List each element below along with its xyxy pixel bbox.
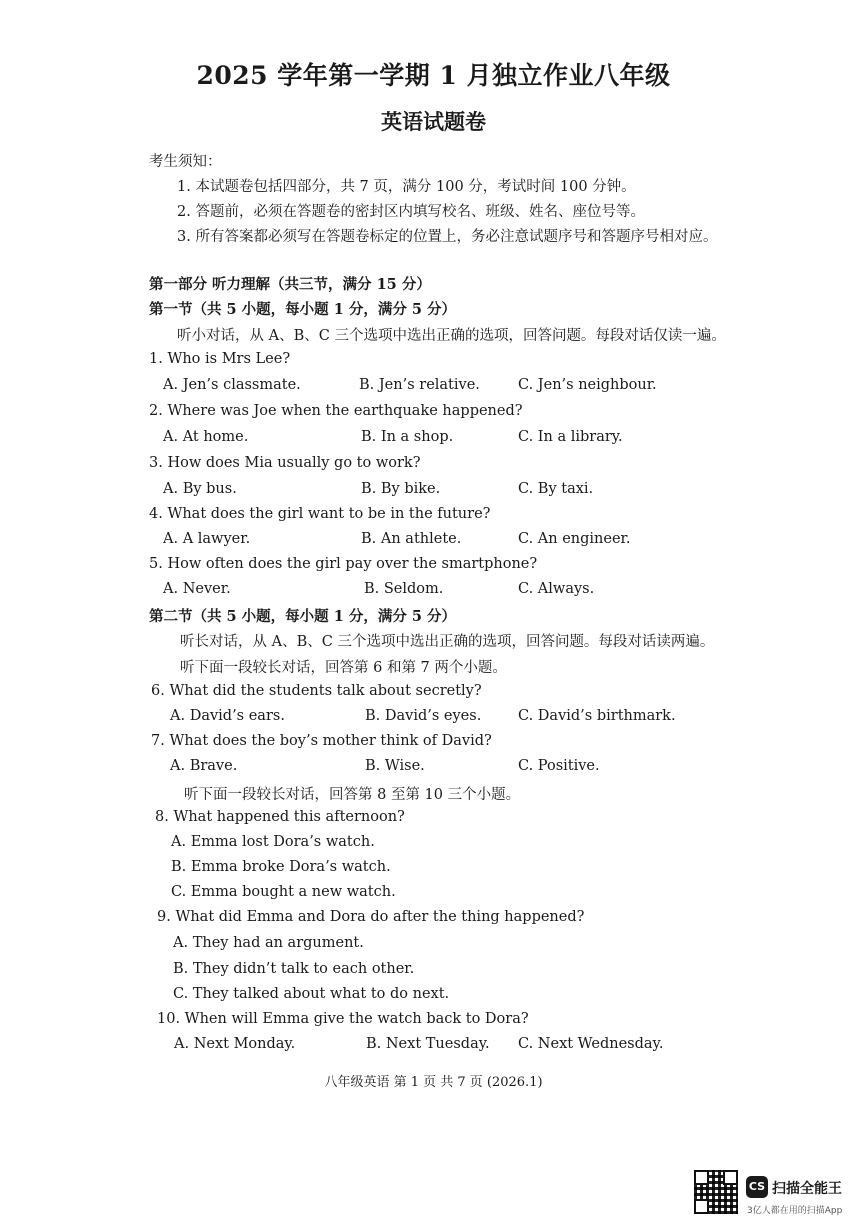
question-8: 8. What happened this afternoon? — [155, 809, 405, 825]
option-7c: C. Positive. — [518, 758, 600, 774]
option-2a: A. At home. — [163, 429, 249, 445]
question-1: 1. Who is Mrs Lee? — [149, 351, 291, 367]
option-4a: A. A lawyer. — [163, 531, 251, 547]
question-4: 4. What does the girl want to be in the future? — [149, 506, 491, 522]
section2-instruction: 听长对话，从 A、B、C 三个选项中选出正确的选项，回答问题。每段对话读两遍。 — [180, 634, 715, 650]
question-10: 10. When will Emma give the watch back to Dora? — [157, 1011, 529, 1027]
option-8c: C. Emma bought a new watch. — [171, 884, 396, 900]
option-10a: A. Next Monday. — [174, 1036, 296, 1052]
notice-item-2: 2. 答题前，必须在答题卷的密封区内填写校名、班级、姓名、座位号等。 — [177, 204, 645, 220]
option-3a: A. By bus. — [163, 481, 237, 497]
option-9c: C. They talked about what to do next. — [173, 986, 450, 1002]
question-9: 9. What did Emma and Dora do after the thing happened? — [157, 909, 585, 925]
option-3b: B. By bike. — [361, 481, 441, 497]
section2-intro-1: 听下面一段较长对话，回答第 6 和第 7 两个小题。 — [180, 660, 507, 676]
option-6a: A. David’s ears. — [170, 708, 285, 724]
option-1a: A. Jen’s classmate. — [163, 377, 301, 393]
option-1b: B. Jen’s relative. — [359, 377, 480, 393]
option-3c: C. By taxi. — [518, 481, 594, 497]
section1-heading: 第一节（共 5 小题，每小题 1 分，满分 5 分） — [149, 301, 457, 318]
section2-intro-2: 听下面一段较长对话，回答第 8 至第 10 三个小题。 — [184, 787, 521, 803]
part1-heading: 第一部分 听力理解（共三节，满分 15 分） — [149, 276, 431, 293]
option-8a: A. Emma lost Dora’s watch. — [171, 834, 375, 850]
question-5: 5. How often does the girl pay over the smartphone? — [149, 556, 538, 572]
section1-instruction: 听小对话，从 A、B、C 三个选项中选出正确的选项，回答问题。每段对话仅读一遍。 — [177, 328, 726, 344]
notice-item-1: 1. 本试题卷包括四部分，共 7 页，满分 100 分，考试时间 100 分钟。 — [177, 179, 636, 195]
option-7a: A. Brave. — [170, 758, 238, 774]
option-5a: A. Never. — [163, 581, 231, 597]
page-title: 2025 学年第一学期 1 月独立作业八年级 — [196, 61, 671, 90]
notice-heading: 考生须知： — [149, 154, 222, 170]
qr-code-icon — [694, 1170, 738, 1214]
option-2c: C. In a library. — [518, 429, 623, 445]
question-2: 2. Where was Joe when the earthquake happened? — [149, 403, 523, 419]
option-7b: B. Wise. — [365, 758, 425, 774]
option-10c: C. Next Wednesday. — [518, 1036, 664, 1052]
question-6: 6. What did the students talk about secretly? — [151, 683, 482, 699]
option-9b: B. They didn’t talk to each other. — [173, 961, 415, 977]
notice-item-3: 3. 所有答案都必须写在答题卷标定的位置上，务必注意试题序号和答题序号相对应。 — [177, 229, 718, 245]
option-4c: C. An engineer. — [518, 531, 631, 547]
section2-heading: 第二节（共 5 小题，每小题 1 分，满分 5 分） — [149, 608, 457, 625]
option-6b: B. David’s eyes. — [365, 708, 482, 724]
option-9a: A. They had an argument. — [173, 935, 364, 951]
page-subtitle: 英语试题卷 — [381, 109, 486, 134]
page-footer: 八年级英语 第 1 页 共 7 页 (2026.1) — [324, 1075, 543, 1090]
scanner-brand: 扫描全能王 — [772, 1181, 842, 1197]
option-10b: B. Next Tuesday. — [366, 1036, 490, 1052]
option-8b: B. Emma broke Dora’s watch. — [171, 859, 391, 875]
option-1c: C. Jen’s neighbour. — [518, 377, 657, 393]
option-2b: B. In a shop. — [361, 429, 454, 445]
option-4b: B. An athlete. — [361, 531, 462, 547]
scanner-logo-icon: CS — [746, 1176, 768, 1198]
question-7: 7. What does the boy’s mother think of David? — [151, 733, 492, 749]
question-3: 3. How does Mia usually go to work? — [149, 455, 421, 471]
option-5c: C. Always. — [518, 581, 595, 597]
option-5b: B. Seldom. — [364, 581, 444, 597]
scanner-tagline: 3亿人都在用的扫描App — [747, 1206, 843, 1216]
option-6c: C. David’s birthmark. — [518, 708, 676, 724]
